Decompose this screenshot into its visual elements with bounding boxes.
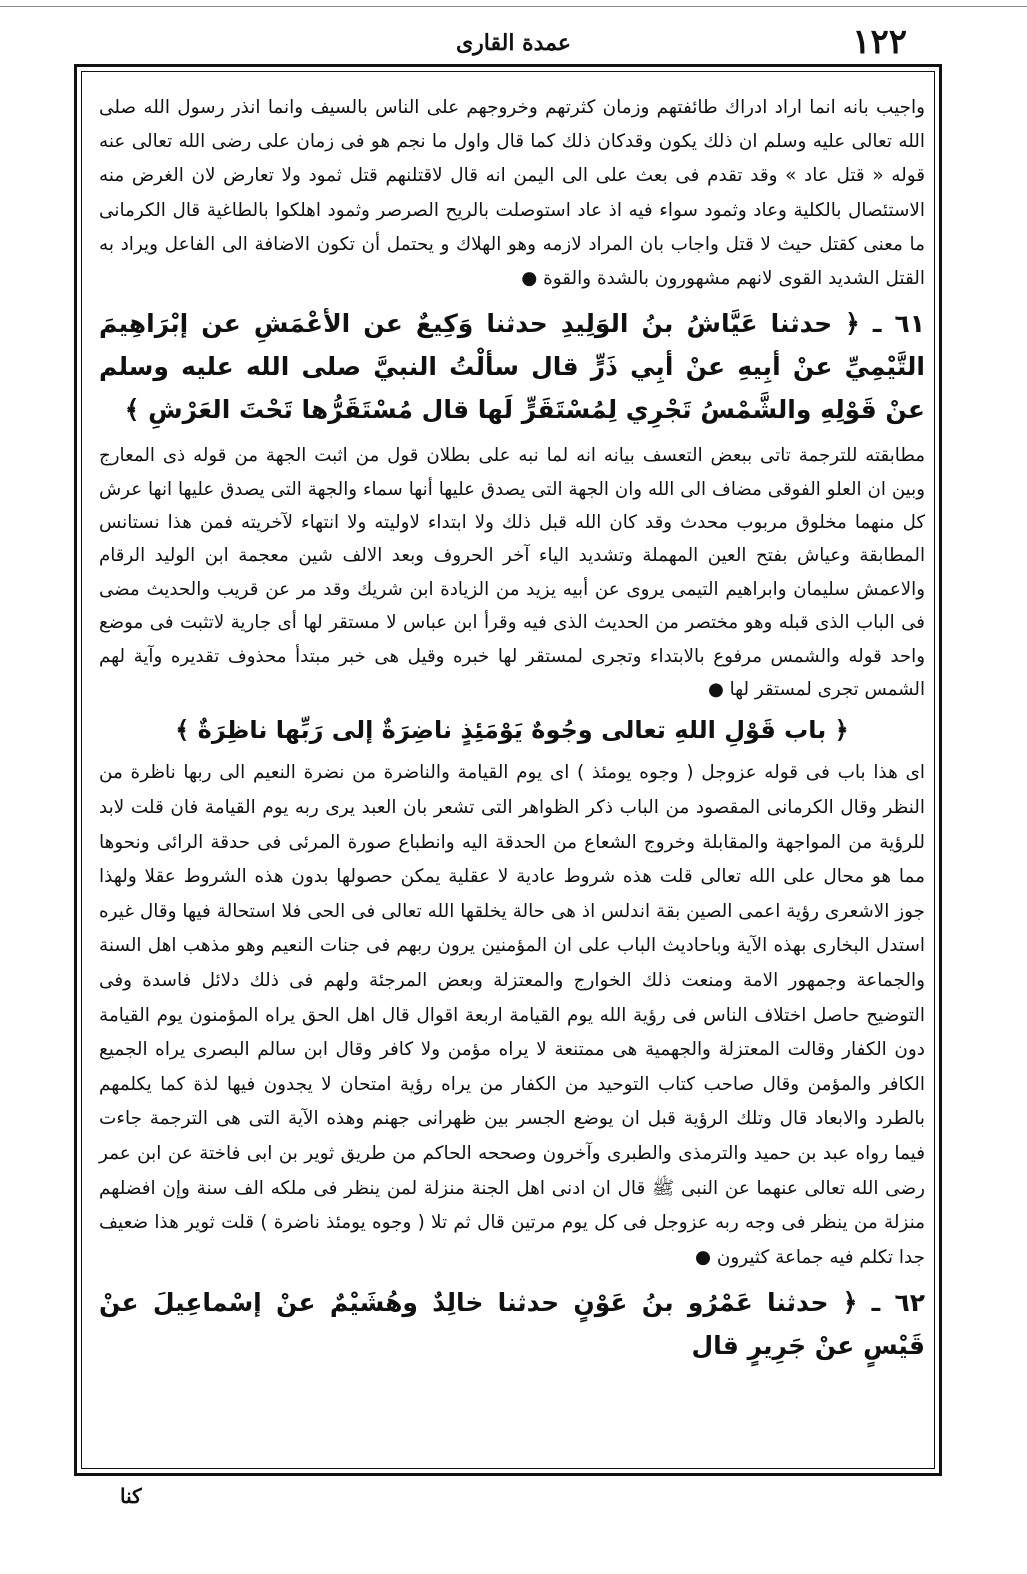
hadith-61 [99,302,925,431]
page-header [80,22,947,66]
commentary-paragraph-2: مطابقته للترجمة تاتى ببعض التعسف بيانه انه لما نبه على بطلان قول من اثبت الجهة من قوله ذى المعارج وبين ان العلو الفوقى مضاف الى الله وان الجهة التى يصدق عليها أنها سماء والجهة التى يصدق عليها انها عرش كل منهما مخلوق مربوب محدث وقد كان الله قبل ذلك ولا ابتداء لاوليته ولا انتهاء لآخريته فمن هذا نستانس المطابقة وعياش بفتح العين المهملة وتشديد الياء آخر الحروف وبعد الالف شين معجمة ابن الوليد الرقام والاعمش سليمان وابراهيم التيمى يروى عن أبيه يزيد من الزيادة ابن شريك وقد مر عن قريب والحديث مضى فى الباب الذى قبله وهو مختصر من الحديث الذى فيه وقرأ ابن عباس لا مستقر لها أى جارية لاتثبت فى موضع واحد قوله والشمس مرفوع بالابتداء وتجرى لمستقر لها خبره وقيل هى خبر مبتدأ محذوف تقديره وآية لهم الشمس تجرى لمستقر لها ● [99,445,925,701]
main-text [99,91,925,1463]
text-frame [74,64,942,1476]
commentary-paragraph-1: واجيب بانه انما اراد ادراك طائفتهم وزمان كثرتهم وخروجهم على الناس بالسيف وانما انذر رسول الله صلى الله تعالى عليه وسلم ان ذلك يكون وقدكان ذلك كما قال واول ما نجم هو فى زمان على رضى الله تعالى عنه قوله « قتل عاد » وقد تقدم فى بعث على الى اليمن انه قال لاقتلنهم قتل ثمود ولا تعارض لان الغرض منه الاستئصال بالكلية وعاد وثمود سواء فيه اذ عاد استوصلت بالريح الصرصر وثمود اهلكوا بالطاغية قال الكرمانى ما معنى كقتل حيث لا قتل واجاب بان المراد لازمه وهو الهلاك و يحتمل أن تكون الاضافة الى الفاعل ويراد به القتل الشديد القوى لانهم مشهورون بالشدة والقوة ● [99,97,925,290]
page-number: ١٢٢ [852,22,907,62]
commentary-paragraph-3: اى هذا باب فى قوله عزوجل ( وجوه يومئذ ) اى يوم القيامة والناضرة من نضرة النعيم الى ربها ناظرة من النظر وقال الكرمانى المقصود من الباب ذكر الظواهر التى تشعر بان العبد يرى ربه يوم القيامة فان قلت لابد للرؤية من المواجهة والمقابلة وخروج الشعاع من الحدقة اليه وانطباع صورة المرئى فى حدقة الرائى ونحوها مما هو محال على الله تعالى قلت هذه شروط عادية لا عقلية يمكن حصولها بدون هذه الشروط عقلا ولهذا جوز الاشعرى رؤية اعمى الصين بقة اندلس اذ هى حالة يخلقها الله تعالى فى الحى فلا استحالة فيها وقال غيره استدل البخارى بهذه الآية وباحاديث الباب على ان المؤمنين يرون ربهم فى جنات النعيم وهو مذهب اهل السنة والجماعة وجمهور الامة ومنعت ذلك الخوارج والمعتزلة وبعض المرجئة ولهم فى ذلك دلائل فاسدة وفى التوضيح حاصل اختلاف الناس فى رؤية الله يوم القيامة اربعة اقوال قال اهل الحق يراه المؤمنون يوم القيامة دون الكفار وقالت المعتزلة والجهمية هى ممتنعة لا يراه مؤمن ولا كافر وقال ابن سالم البصرى يراه الجميع الكافر والمؤمن وقال صاحب كتاب التوحيد من الكفار من يراه رؤية امتحان لا يجدون فيها لذة كما يكلمهم بالطرد والابعاد قال وتلك الرؤية قبل ان يوضع الجسر بين ظهرانى جهنم وهذه الآية التى هى الترجمة جاءت فيما رواه عبد بن حميد والترمذى والطبرى وآخرون وصححه الحاكم من طريق ثوير بن ابى فاختة عن ابن عمر رضى الله تعالى عنهما عن النبى ﷺ قال ان ادنى اهل الجنة منزلة لمن ينظر فى ملكه الف سنة وإن افضلهم منزلة من ينظر فى وجه ربه عزوجل فى كل يوم مرتين قال ثم تلا ( وجوه يومئذ ناضرة ) قلت ثوير هذا ضعيف جدا تكلم فيه جماعة كثيرون ● [99,762,925,1268]
top-rule [0,6,1027,7]
chapter-heading: ﴿ باب قَوْلِ اللهِ تعالى وجُوهٌ يَوْمَئِذٍ ناضِرَةٌ إلى رَبِّها ناظِرَةٌ ﴾ [175,716,849,745]
catchword: كنا [120,1484,142,1508]
hadith-text: ﴿ حدثنا عَمْرُو بنُ عَوْنٍ حدثنا خالِدٌ وهُشَيْمٌ عنْ إسْماعِيلَ عنْ قَيْسٍ عنْ جَرِيرٍ قال [99,1288,925,1361]
hadith-text: ﴿ حدثنا عَيَّاشُ بنُ الوَلِيدِ حدثنا وَكِيعٌ عن الأعْمَشِ عن إبْرَاهِيمَ التَّيْمِيِّ عنْ أبِيهِ عنْ أبِي ذَرٍّ قال سألْتُ النبيَّ صلى الله عليه وسلم عنْ قَوْلِهِ والشَّمْسُ تَجْرِي لِمُسْتَقَرٍّ لَها قال مُسْتَقَرُّها تَحْتَ العَرْشِ ﴾ [99,309,925,425]
hadith-number: ٦١ ـ [872,309,925,339]
hadith-62 [99,1281,925,1367]
running-title: عمدة القارى [455,30,572,56]
hadith-number: ٦٢ ـ [871,1288,925,1318]
